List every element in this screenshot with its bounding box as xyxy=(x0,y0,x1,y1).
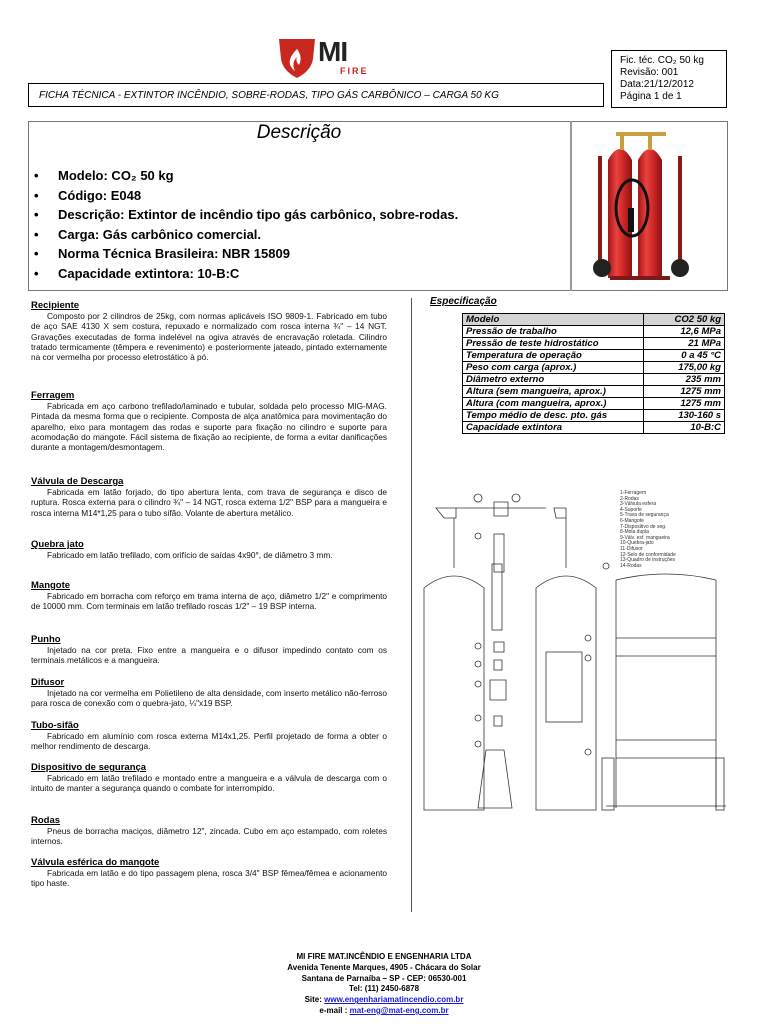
spec-value: 1275 mm xyxy=(644,386,725,398)
description-item: • Capacidade extintora: 10-B:C xyxy=(34,264,458,284)
spec-value: 12,6 MPa xyxy=(644,326,725,338)
legend-item: 11-Difusor xyxy=(620,545,643,552)
section-valvula xyxy=(31,476,387,518)
spec-key: Peso com carga (aprox.) xyxy=(463,362,644,374)
section-text: Fabricada em aço carbono trefilado/laminado e tubular, soldada pelo processo MIG-MAG. Pintada da mesma forma que o recipiente. Composta de alça anatômica para movimentação do aparelho, eixo para montagem das rodas e suporte para fixação no cilindro e suporte para acomodação do mangote. Fácil sistema de fixação ao recipiente, de forma a evitar danificações durante a montagem/desmontagem. xyxy=(31,401,387,453)
legend-item: 8-Mola dupla xyxy=(620,529,649,536)
section-heading: Mangote xyxy=(31,580,71,591)
spec-value: 10-B:C xyxy=(644,422,725,434)
section-difusor xyxy=(31,677,387,709)
spec-row xyxy=(463,362,725,374)
footer-site-label: Site: xyxy=(304,995,322,1005)
spec-row xyxy=(463,338,725,350)
document-title: FICHA TÉCNICA - EXTINTOR INCÊNDIO, SOBRE-RODAS, TIPO GÁS CARBÔNICO – CARGA 50 KG xyxy=(28,83,604,107)
brand-name: MI xyxy=(318,36,348,67)
spec-title: Especificação xyxy=(430,296,497,307)
section-heading: Rodas xyxy=(31,815,61,826)
section-ferragem xyxy=(31,390,387,452)
section-text: Injetado na cor preta. Fixo entre a mangueira e o difusor impedindo contato com os terminais metálicos e a mangueira. xyxy=(31,645,387,666)
legend-item: 13-Quadro de instruções xyxy=(620,557,676,564)
legend-item: 2-Rodas xyxy=(620,495,639,502)
section-heading: Quebra jato xyxy=(31,539,84,550)
footer-address: Avenida Tenente Marques, 4905 - Chácara do Solar xyxy=(287,962,481,972)
spec-row xyxy=(463,326,725,338)
footer-email-label: e-mail : xyxy=(319,1005,348,1015)
spec-value: 1275 mm xyxy=(644,398,725,410)
info-line: Data:21/12/2012 xyxy=(620,79,694,90)
column-divider xyxy=(411,298,412,912)
legend-item: 10-Quebra-jato xyxy=(620,540,654,547)
brand-sub: FIRE xyxy=(340,66,369,76)
footer-city: Santana de Parnaíba – SP - CEP: 06530-001 xyxy=(301,973,467,983)
description-item: • Descrição: Extintor de incêndio tipo gás carbônico, sobre-rodas. xyxy=(34,205,458,225)
spec-row xyxy=(463,398,725,410)
spec-key: Diâmetro externo xyxy=(463,374,644,386)
legend-item: 5-Trava de segurança xyxy=(620,512,669,519)
spec-table xyxy=(462,313,725,434)
section-heading: Difusor xyxy=(31,677,65,688)
spec-value: 175,00 kg xyxy=(644,362,725,374)
mi-fire-logo-icon xyxy=(277,35,317,79)
spec-key: Altura (com mangueira, aprox.) xyxy=(463,398,644,410)
section-quebra-jato xyxy=(31,539,387,560)
spec-row xyxy=(463,410,725,422)
spec-value: 130-160 s xyxy=(644,410,725,422)
footer-company: MI FIRE MAT.INCÊNDIO E ENGENHARIA LTDA xyxy=(296,952,472,961)
spec-row xyxy=(463,374,725,386)
document-info-box xyxy=(611,50,727,108)
legend-item: 6-Mangote xyxy=(620,517,644,524)
spec-key: Capacidade extintora xyxy=(463,422,644,434)
description-divider xyxy=(570,121,572,291)
info-line: Página 1 de 1 xyxy=(620,91,682,102)
spec-value: 0 a 45 °C xyxy=(644,350,725,362)
info-line: Revisão: 001 xyxy=(620,67,679,78)
section-punho xyxy=(31,634,387,666)
section-dispositivo xyxy=(31,762,387,794)
spec-key: Pressão de teste hidrostático xyxy=(463,338,644,350)
section-text: Fabricado em borracha com reforço em trama interna de aço, diâmetro 1/2" e comprimento de 10000 mm. Com terminais em latão trefilado roscas 1/2" – 19 BSP interna. xyxy=(31,591,387,612)
footer-email-line xyxy=(0,1006,768,1017)
spec-value: 235 mm xyxy=(644,374,725,386)
section-text: Fabricado em latão trefilado, com orifício de saídas 4x90°, de diâmetro 3 mm. xyxy=(47,550,333,560)
description-title: Descrição xyxy=(256,122,342,143)
spec-value: CO2 50 kg xyxy=(644,314,725,326)
section-text: Pneus de borracha maciços, diâmetro 12", zincada. Cubo em aço estampado, com roletes internos. xyxy=(31,826,387,847)
section-heading: Válvula esférica do mangote xyxy=(31,857,160,868)
legend-item: 7-Dispositivo de seg. xyxy=(620,523,667,530)
info-line: Fic. téc. CO₂ 50 kg xyxy=(620,55,704,66)
section-text: Injetado na cor vermelha em Polietileno de alta densidade, com inserto metálico não-ferroso para rosca de conexão com o quebra-jato, ¼"x19 BSP. xyxy=(31,688,387,709)
section-text: Fabricado em latão trefilado e montado entre a mangueira e a válvula de descarga com o intuito de manter a segurança quando o combate for interrompido. xyxy=(31,773,387,794)
footer-email-link[interactable]: mat-eng@mat-eng.com.br xyxy=(349,1005,449,1015)
section-rodas xyxy=(31,815,387,847)
spec-row xyxy=(463,350,725,362)
spec-key: Tempo médio de desc. pto. gás xyxy=(463,410,644,422)
legend-item: 4-Suporte xyxy=(620,506,642,513)
spec-row xyxy=(463,422,725,434)
legend-item: 9-Válv. esf. mangueira xyxy=(620,534,670,541)
section-text: Composto por 2 cilindros de 25kg, com normas aplicáveis ISO 9809-1. Fabricado em tubo de aço SAE 4130 X sem costura, repuxado e normalizado com rosca interna ¾" – 14 NGT. Gravações executadas de forma indelével na ogiva através de encravação roletada. Cilindro tratado termicamente (têmpera e revenimento) e posteriormente jateado, pintado externamente na cor vermelha por processo eletrostático à pó. xyxy=(31,311,387,363)
legend-item: 3-Válvula esfera xyxy=(620,501,657,508)
legend-item: 1-Ferragem xyxy=(620,490,647,496)
description-item: • Código: E048 xyxy=(34,186,458,206)
parts-legend xyxy=(620,491,676,569)
extinguisher-photo xyxy=(590,128,696,286)
description-item: • Norma Técnica Brasileira: NBR 15809 xyxy=(34,244,458,264)
spec-row xyxy=(463,386,725,398)
section-recipiente xyxy=(31,300,387,362)
spec-key: Altura (sem mangueira, aprox.) xyxy=(463,386,644,398)
exploded-parts-drawing xyxy=(416,488,728,818)
description-list xyxy=(34,166,458,283)
section-valvula-esferica xyxy=(31,857,387,889)
legend-item: 14-Rodas xyxy=(620,562,642,569)
section-mangote xyxy=(31,580,387,612)
section-heading: Válvula de Descarga xyxy=(31,476,124,487)
footer-site-line xyxy=(0,995,768,1006)
legend-item: 12-Selo de conformidade xyxy=(620,551,676,558)
section-heading: Ferragem xyxy=(31,390,75,401)
spec-key: Temperatura de operação xyxy=(463,350,644,362)
spec-key: Modelo xyxy=(463,314,644,326)
section-heading: Punho xyxy=(31,634,61,645)
section-text: Fabricada em latão forjado, do tipo abertura lenta, com trava de segurança e disco de ruptura. Rosca externa para o cilindro ¾" – 14 NGT, rosca externa 1/2" BSP para a mangueira e rosca interna M14*1,25 para o tubo sifão. Volante de abertura metálico. xyxy=(31,487,387,518)
section-heading: Recipiente xyxy=(31,300,80,311)
spec-value: 21 MPa xyxy=(644,338,725,350)
footer xyxy=(0,952,768,1017)
footer-phone: Tel: (11) 2450-6878 xyxy=(348,984,420,994)
footer-site-link[interactable]: www.engenhariamatincendio.com.br xyxy=(324,995,464,1005)
section-heading: Tubo-sifão xyxy=(31,720,79,731)
section-text: Fabricada em latão e do tipo passagem plena, rosca 3/4" BSP fêmea/fêmea e acionamento tipo haste. xyxy=(31,868,387,889)
spec-key: Pressão de trabalho xyxy=(463,326,644,338)
spec-row xyxy=(463,314,725,326)
description-item: • Carga: Gás carbônico comercial. xyxy=(34,225,458,245)
section-text: Fabricado em alumínio com rosca externa M14x1,25. Perfil projetado de forma a obter o melhor rendimento de descarga. xyxy=(31,731,387,752)
section-tubo-sifao xyxy=(31,720,387,752)
description-item: • Modelo: CO₂ 50 kg xyxy=(34,166,458,186)
section-heading: Dispositivo de segurança xyxy=(31,762,147,773)
